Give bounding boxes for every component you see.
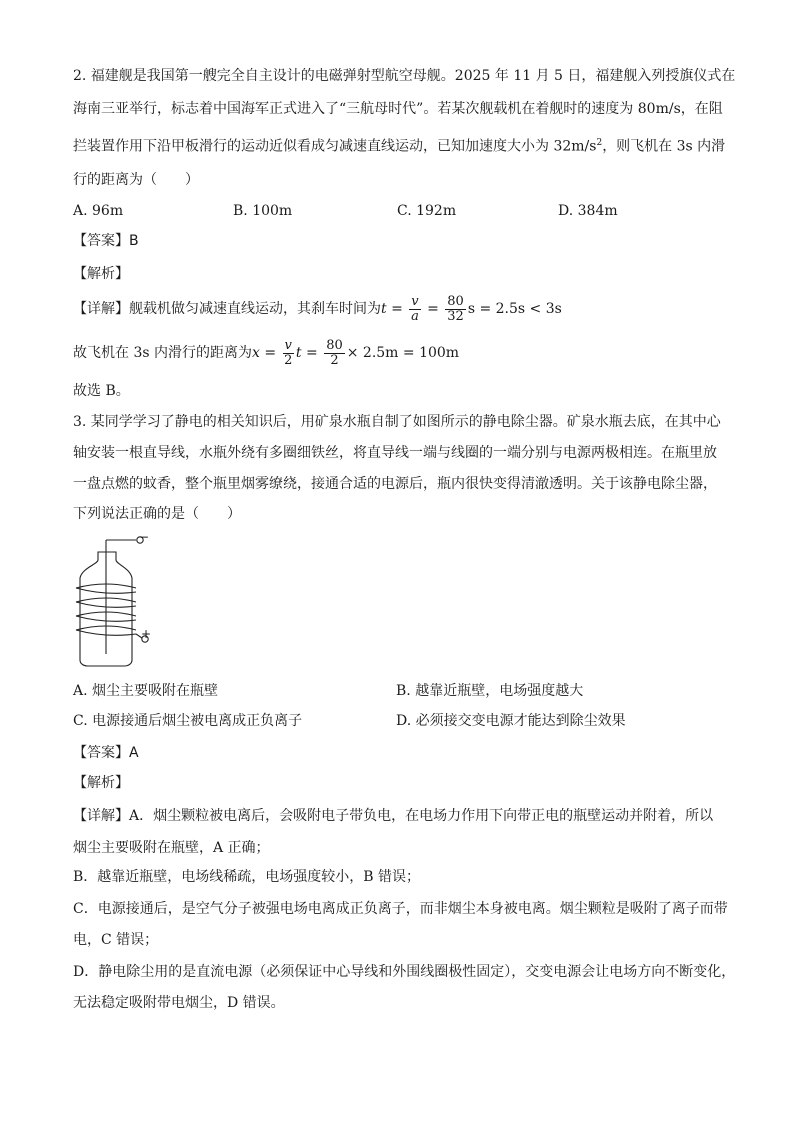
q2-detail-line [73,294,562,324]
q3-detail-line-2: 烟尘主要吸附在瓶壁，A 正确； [73,840,270,856]
q2-option-a: A. 96m [73,203,124,219]
q2-stem-line-2: 海南三亚举行，标志着中国海军正式进入了“三航母时代”。若某次舰载机在着舰时的速度为 80m/s，在阻 [73,101,723,117]
q2-stem-line-4: 行的距离为（ ） [73,172,199,188]
q2-answer: 【答案】B [73,233,139,249]
plus-sign: + [141,627,152,641]
math-equals: = [306,345,318,361]
q3-stem-line-2: 轴安装一根直导线，水瓶外绕有多圈细铁丝，将直导线一端与线圈的一端分别与电源两极相连。在瓶里放 [73,445,717,461]
fraction-numerator: 80 [326,337,343,353]
q2-distance-line [73,338,459,368]
q2-stem-line-3-tail: ，则飞机在 3s 内滑 [602,138,726,155]
q3-detail-line-7: 无法稳定吸附带电烟尘，D 错误。 [73,995,285,1011]
q2-choice: 故选 B。 [73,383,130,399]
q2-analysis-heading: 【解析】 [73,266,129,282]
q3-detail-line-4: C．电源接通后，是空气分子被强电场电离成正负离子，而非烟尘本身被电离。烟尘颗粒是吸附了离子而带 [73,901,728,917]
fraction-denominator: 32 [447,308,464,324]
q3-detail-line-6: D．静电除尘用的是直流电源（必须保证中心导线和外围线圈极性固定），交变电源会让电场方向不断变化， [73,964,736,980]
q2-stem-line-3-text: 拦装置作用下沿甲板滑行的运动近似看成匀减速直线运动，已知加速度大小为 32m/s [73,138,597,155]
q3-detail-line-3: B．越靠近瓶壁，电场线稀疏，电场强度较小，B 错误； [73,869,421,885]
q3-stem-line-3: 一盘点燃的蚊香，整个瓶里烟雾缭绕，接通合适的电源后，瓶内很快变得清澈透明。关于该静电除尘器， [73,476,717,492]
q3-detail-line-5: 电，C 错误； [73,932,159,948]
fraction-v-over-a [409,295,420,324]
q2-detail-result: s = 2.5s < 3s [467,301,562,317]
q2-option-b: B. 100m [233,203,293,219]
fraction-numerator: v [284,337,292,353]
math-equals: = [391,301,403,317]
q3-detail-line-1: 【详解】A．烟尘颗粒被电离后，会吸附电子带负电，在电场力作用下向带正电的瓶壁运动并附着，所以 [73,808,714,824]
fraction-denominator: a [411,308,419,324]
q2-option-c: C. 192m [397,203,457,219]
math-var-t: t [295,345,302,361]
q3-option-a: A. 烟尘主要吸附在瓶壁 [73,683,219,699]
q3-stem-line-1: 3. 某同学学习了静电的相关知识后，用矿泉水瓶自制了如图所示的静电除尘器。矿泉水瓶去底，在其中心 [73,414,721,430]
math-var-t: t [381,301,387,317]
fraction-80-over-32 [445,295,466,324]
q2-stem-line-3 [73,133,725,157]
q2-detail-text: 【详解】舰载机做匀减速直线运动，其刹车时间为 [73,301,381,317]
fraction-numerator: v [411,293,419,309]
math-equals: = [427,301,439,317]
q3-option-b: B. 越靠近瓶壁，电场强度越大 [396,683,584,699]
q2-distance-result: × 2.5m = 100m [346,345,460,361]
q3-option-d: D. 必须接交变电源才能达到除尘效果 [396,713,626,729]
fraction-80-over-2 [324,339,345,368]
q3-option-c: C. 电源接通后烟尘被电离成正负离子 [73,713,303,729]
fraction-v-over-2 [283,339,294,368]
fraction-denominator: 2 [330,352,339,368]
q2-stem-line-1: 2. 福建舰是我国第一艘完全自主设计的电磁弹射型航空母舰。2025 年 11 月 5 日，福建舰入列授旗仪式在 [73,68,736,84]
q2-option-d: D. 384m [558,203,618,219]
math-var-x: x [252,345,260,361]
fraction-numerator: 80 [447,293,464,309]
q3-answer: 【答案】A [73,745,139,761]
q3-analysis-heading: 【解析】 [73,775,129,791]
fraction-denominator: 2 [284,352,293,368]
precipitator-figure [70,530,160,670]
q3-stem-line-4: 下列说法正确的是（ ） [73,506,241,522]
unit-exponent: 2 [596,138,603,148]
math-equals: = [264,345,277,361]
q2-distance-text: 故飞机在 3s 内滑行的距离为 [73,345,252,361]
minus-sign: − [139,530,150,544]
